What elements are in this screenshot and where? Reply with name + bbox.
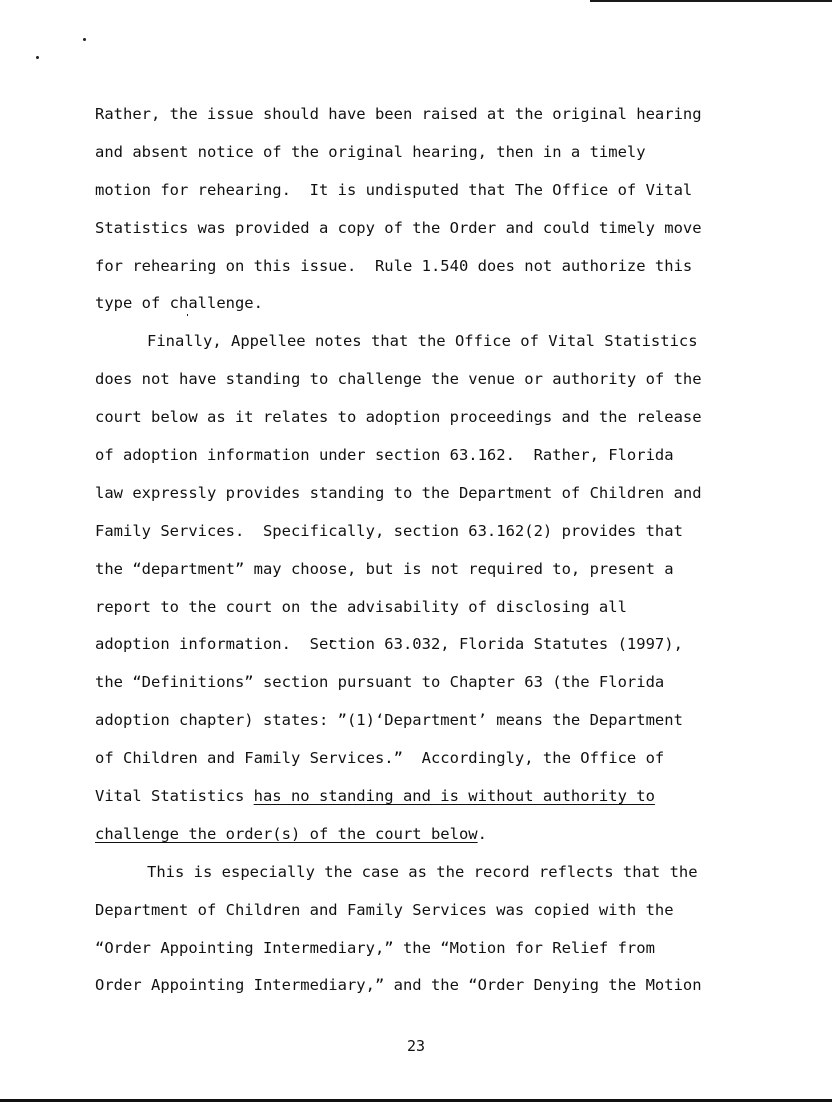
line-text: Family Services. Specifically, section 63.162(2) provides that <box>95 521 683 540</box>
line-text: Rather, the issue should have been raised at the original hearing <box>95 105 702 123</box>
underlined-text: has no standing and is without authority to <box>253 787 655 806</box>
line-text: adoption chapter) states: ”(1)‘Department’ means the Department <box>95 711 683 730</box>
text-line <box>95 212 757 250</box>
scan-speck <box>36 56 39 59</box>
line-text: Finally, Appellee notes that the Office of Vital Statistics <box>147 332 698 351</box>
text-line <box>95 363 757 401</box>
line-text: Vital Statistics <box>95 787 254 806</box>
text-line <box>95 666 757 704</box>
line-text: the “Definitions” section pursuant to Chapter 63 (the Florida <box>95 673 665 692</box>
line-text: law expressly provides standing to the Department of Children and <box>95 483 702 502</box>
line-text-suffix: . <box>477 824 487 843</box>
line-text: the “department” may choose, but is not required to, present a <box>95 559 674 578</box>
line-text: adoption information. Section 63.032, Florida Statutes (1997), <box>95 635 683 654</box>
line-text: motion for rehearing. It is undisputed that The Office of Vital <box>95 180 693 199</box>
text-line <box>95 439 757 477</box>
body-text <box>95 98 757 1007</box>
line-text: Statistics was provided a copy of the Order and could timely move <box>95 218 702 237</box>
text-line <box>95 325 757 363</box>
text-line <box>95 628 757 666</box>
scan-speck <box>83 38 86 41</box>
line-text: report to the court on the advisability of disclosing all <box>95 597 627 616</box>
text-line <box>95 136 757 174</box>
text-line <box>95 515 757 553</box>
page-number: 23 <box>406 1037 426 1055</box>
text-line <box>95 780 757 818</box>
text-line <box>95 553 757 591</box>
text-line <box>95 287 757 325</box>
line-text: court below as it relates to adoption proceedings and the release <box>95 408 702 427</box>
text-line <box>95 969 757 1007</box>
text-line <box>95 98 757 136</box>
text-line <box>95 477 757 515</box>
line-text: and absent notice of the original hearing, then in a timely <box>95 142 646 161</box>
text-line <box>95 401 757 439</box>
text-line <box>95 591 757 629</box>
line-text: This is especially the case as the record reflects that the <box>147 862 698 881</box>
text-line <box>95 174 757 212</box>
line-text: of adoption information under section 63.162. Rather, Florida <box>95 446 674 465</box>
line-text: “Order Appointing Intermediary,” the “Motion for Relief from <box>95 938 655 957</box>
line-text: of Children and Family Services.” Accordingly, the Office of <box>95 749 665 768</box>
underlined-text: challenge the order(s) of the court below <box>95 824 478 843</box>
line-text: does not have standing to challenge the venue or authority of the <box>95 370 702 389</box>
line-text: for rehearing on this issue. Rule 1.540 does not authorize this <box>95 256 693 275</box>
text-line <box>95 894 757 932</box>
text-line <box>95 932 757 970</box>
text-line <box>95 704 757 742</box>
line-text: Order Appointing Intermediary,” and the “Order Denying the Motion <box>95 976 702 995</box>
text-line <box>95 818 757 856</box>
line-text: Department of Children and Family Services was copied with the <box>95 900 674 919</box>
text-line <box>95 856 757 894</box>
line-text: type of challenge. <box>95 294 263 313</box>
text-line <box>95 250 757 288</box>
scan-edge-top <box>590 0 832 2</box>
text-line <box>95 742 757 780</box>
